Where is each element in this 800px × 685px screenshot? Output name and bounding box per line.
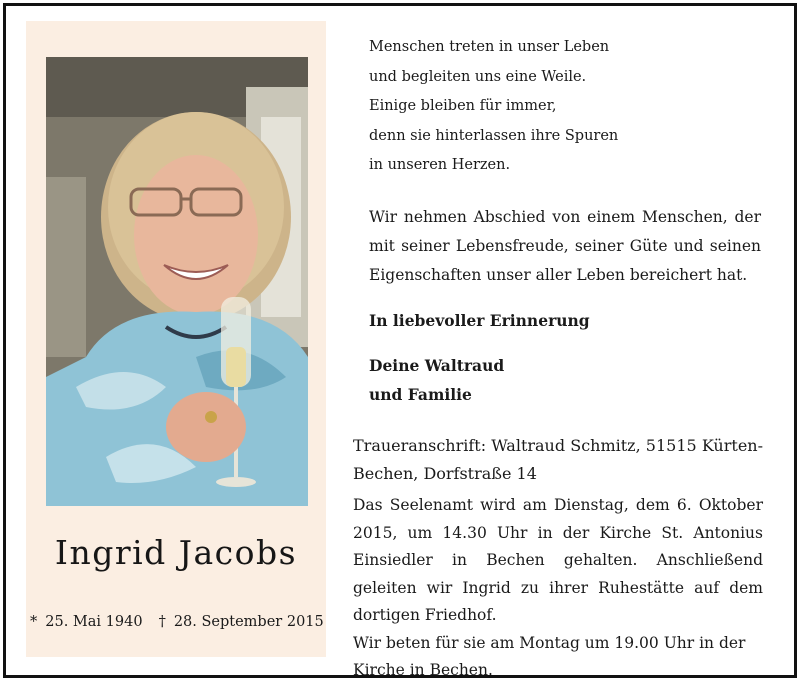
poem-line: und begleiten uns eine Weile. bbox=[369, 68, 587, 85]
death-date: 28. September 2015 bbox=[173, 614, 324, 630]
remembrance-line: In liebevoller Erinnerung bbox=[369, 311, 590, 330]
birth-date: 25. Mai 1940 bbox=[45, 614, 143, 630]
life-dates bbox=[26, 614, 326, 630]
portrait-panel bbox=[26, 21, 326, 657]
signature-line-2: und Familie bbox=[369, 385, 472, 404]
mourning-address: Traueranschrift: Waltraud Schmitz, 51515 Kürten-Bechen, Dorfstraße 14 bbox=[353, 436, 763, 483]
poem bbox=[369, 33, 769, 181]
portrait-illustration bbox=[46, 57, 308, 506]
signature-line-1: Deine Waltraud bbox=[369, 356, 505, 375]
requiem-text: Das Seelenamt wird am Dienstag, dem 6. Oktober 2015, um 14.30 Uhr in der Kirche St. Antonius Einsiedler in Bechen gehalten. Anschließend geleiten wir Ingrid zu ihrer Ruhestätte auf dem dortigen Friedhof. bbox=[353, 496, 763, 624]
obituary-frame bbox=[3, 3, 797, 678]
deceased-name: Ingrid Jacobs bbox=[54, 533, 298, 572]
death-symbol: † bbox=[158, 614, 166, 630]
service-info bbox=[353, 492, 763, 685]
poem-line: Menschen treten in unser Leben bbox=[369, 39, 610, 55]
signature bbox=[369, 351, 504, 409]
poem-line: Einige bleiben für immer, bbox=[369, 98, 557, 114]
portrait-photo bbox=[46, 57, 308, 506]
poem-line: in unseren Herzen. bbox=[369, 157, 511, 173]
birth-symbol: * bbox=[30, 614, 38, 630]
prayer-text: Wir beten für sie am Montag um 19.00 Uhr in der Kirche in Bechen. bbox=[353, 633, 746, 679]
farewell-text: Wir nehmen Abschied von einem Menschen, der mit seiner Lebensfreude, seiner Güte und seinen Eigenschaften unser aller Leben bereichert hat. bbox=[369, 208, 761, 284]
poem-line: denn sie hinterlassen ihre Spuren bbox=[369, 127, 619, 144]
